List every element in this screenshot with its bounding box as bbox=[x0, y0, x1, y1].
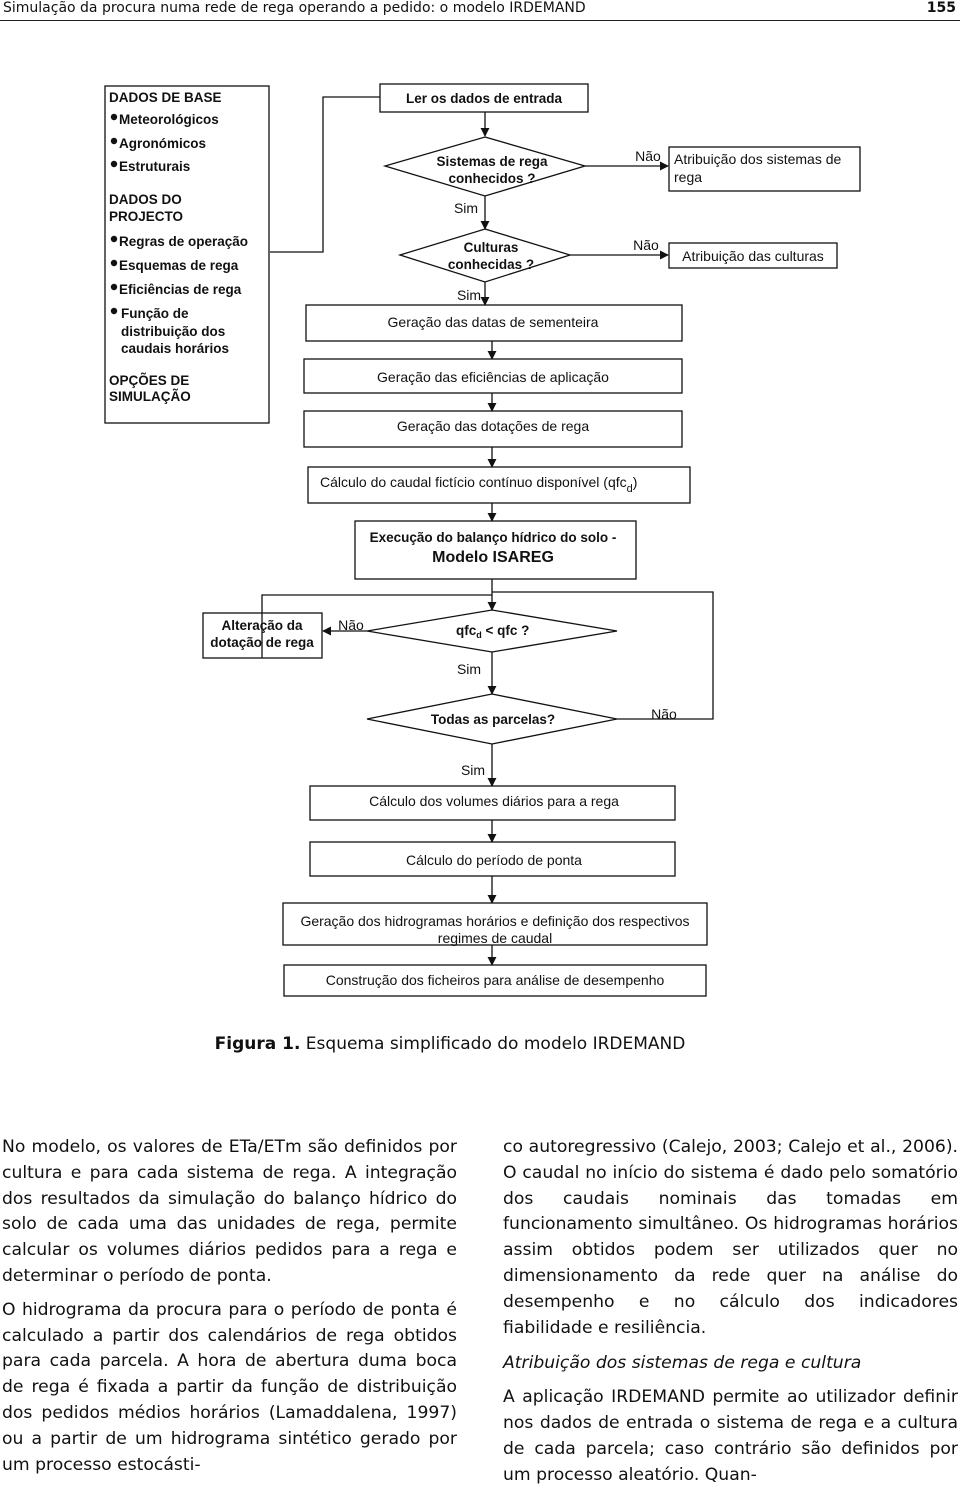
yes-label: Sim bbox=[456, 661, 482, 677]
hydrographs-label: Geração dos hidrogramas horários e definição dos respectivos bbox=[300, 913, 690, 929]
alter-dose-label: dotação de rega bbox=[210, 635, 314, 650]
base-item: Agronómicos bbox=[119, 136, 207, 151]
sowing-label: Geração das datas de sementeira bbox=[387, 314, 599, 330]
fictitious-flow-label bbox=[320, 474, 637, 495]
yes-label: Sim bbox=[453, 200, 479, 216]
input-connector bbox=[270, 97, 380, 252]
flow-function-line: caudais horários bbox=[121, 341, 230, 356]
all-plots-label: Todas as parcelas? bbox=[430, 712, 556, 727]
paragraph: O hidrograma da procura para o período de ponta é calculado a partir dos calendários de rega obtidos para cada parcela. A hora de abertura duma boca de rega é fixada a partir da função de distribuição dos pedidos médios horários (Lamaddalena, 1997) ou a partir de um hidrograma sintético gerado por um processo estocásti- bbox=[2, 1299, 457, 1475]
options-title: OPÇÕES DE bbox=[109, 373, 190, 388]
project-item: Eficiências de rega bbox=[119, 282, 242, 297]
daily-volumes-label: Cálculo dos volumes diários para a rega bbox=[369, 793, 619, 809]
qfc-a: qfc bbox=[456, 623, 477, 638]
hydrographs-label: regimes de caudal bbox=[437, 930, 553, 946]
bullet bbox=[111, 138, 117, 144]
bullet bbox=[111, 284, 117, 290]
project-item: Regras de operação bbox=[119, 234, 249, 249]
read-input-label: Ler os dados de entrada bbox=[405, 91, 563, 106]
project-title: DADOS DO bbox=[109, 192, 182, 207]
yes-label: Sim bbox=[456, 287, 482, 303]
caption-label: Figura 1. bbox=[214, 1034, 301, 1054]
project-item: Esquemas de rega bbox=[119, 258, 239, 273]
figure-caption bbox=[0, 1034, 900, 1054]
no-label: Não bbox=[651, 706, 677, 722]
close-paren: ) bbox=[632, 474, 638, 490]
isareg-line-2: Modelo ISAREG bbox=[432, 549, 554, 566]
bullet bbox=[111, 114, 117, 120]
right-column bbox=[503, 1135, 958, 1488]
no-label: Não bbox=[338, 617, 364, 633]
caption-text: Esquema simplificado do modelo IRDEMAND bbox=[300, 1034, 686, 1054]
qfc-condition-label bbox=[456, 623, 529, 640]
bullet bbox=[111, 161, 117, 167]
base-item: Estruturais bbox=[119, 159, 191, 174]
paragraph: No modelo, os valores de ETa/ETm são definidos por cultura e para cada sistema de rega. A integração dos resultados da simulação do balanço hídrico do solo de cada uma das unidades de rega, permite calcular os volumes diários pedidos para a rega e determinar o período de ponta. bbox=[2, 1137, 457, 1286]
flow-function-line: Função de bbox=[121, 306, 189, 321]
crops-known-diamond bbox=[400, 229, 570, 282]
base-item: Meteorológicos bbox=[119, 112, 219, 127]
systems-known-label: Sistemas de rega bbox=[436, 154, 548, 169]
paragraph: A aplicação IRDEMAND permite ao utilizador definir nos dados de entrada o sistema de rega e a cultura de cada parcela; caso contrário são definidos por um processo aleatório. Quan- bbox=[503, 1387, 958, 1485]
bullet bbox=[111, 308, 117, 314]
fictitious-flow-text: Cálculo do caudal fictício contínuo disponível (qfc bbox=[320, 474, 627, 490]
assign-systems-label: rega bbox=[674, 169, 703, 185]
subscript-d: d bbox=[626, 483, 633, 495]
project-title: PROJECTO bbox=[109, 209, 184, 224]
no-label: Não bbox=[635, 148, 661, 164]
yes-label: Sim bbox=[460, 762, 486, 778]
assign-systems-label: Atribuição dos sistemas de bbox=[674, 151, 842, 167]
subscript-d: d bbox=[476, 630, 482, 640]
files-label: Construção dos ficheiros para análise de desempenho bbox=[325, 972, 665, 988]
assign-crops-label: Atribuição das culturas bbox=[682, 248, 824, 264]
options-title: SIMULAÇÃO bbox=[109, 389, 191, 404]
alter-dose-label: Alteração da bbox=[221, 618, 303, 633]
bullet bbox=[111, 260, 117, 266]
systems-known-label: conhecidos ? bbox=[448, 171, 536, 186]
section-heading: Atribuição dos sistemas de rega e cultura bbox=[503, 1353, 862, 1374]
flow-function-line: distribuição dos bbox=[121, 324, 226, 339]
no-label: Não bbox=[633, 237, 659, 253]
crops-known-label: Culturas bbox=[463, 240, 519, 255]
bullet bbox=[111, 236, 117, 242]
doses-label: Geração das dotações de rega bbox=[396, 418, 590, 434]
isareg-line-1: Execução do balanço hídrico do solo - bbox=[369, 530, 617, 545]
page-number: 155 bbox=[926, 0, 956, 16]
paragraph: co autoregressivo (Calejo, 2003; Calejo et al., 2006). O caudal no início do sistema é dado pelo somatório dos caudais nominais das tomadas em funcionamento simultâneo. Os hidrogramas horários assim obtidos podem ser utilizados quer no dimensionamento da rede quer na análise do desempenho e no cálculo dos indicadores fiabilidade e resiliência. bbox=[503, 1137, 958, 1338]
crops-known-label: conhecidas ? bbox=[447, 257, 535, 272]
efficiencies-label: Geração das eficiências de aplicação bbox=[377, 369, 609, 385]
qfc-b: < qfc ? bbox=[481, 623, 530, 638]
peak-period-label: Cálculo do período de ponta bbox=[406, 852, 582, 868]
header-title: Simulação da procura numa rede de rega operando a pedido: o modelo IRDEMAND bbox=[3, 0, 586, 16]
base-title: DADOS DE BASE bbox=[109, 90, 222, 105]
left-column bbox=[2, 1135, 457, 1478]
